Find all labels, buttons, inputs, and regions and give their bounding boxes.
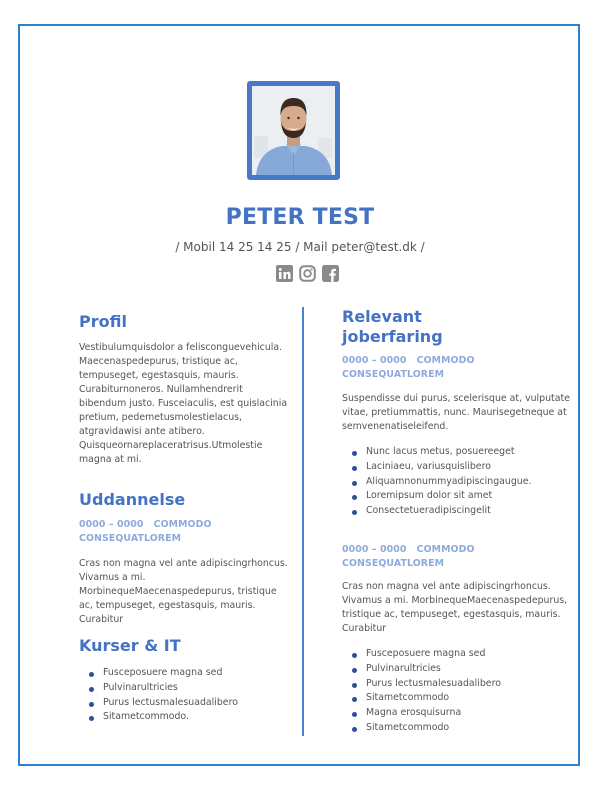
text-line: ac, tempuseget, egestasquis, mauris. bbox=[79, 600, 256, 611]
list-item: Consectetueradipiscingelit bbox=[341, 504, 532, 519]
list-item: Purus lectusmalesuadalibero bbox=[341, 677, 501, 692]
text-line: semvenenatiseleifend. bbox=[342, 421, 449, 432]
job2-period bbox=[342, 543, 475, 571]
text-line: atgravidawisi ante atibero. bbox=[79, 426, 205, 437]
period-line: CONSEQUATLOREM bbox=[79, 533, 182, 544]
text-line: vitae, pretiummattis, nunc. Maurisegetneque at bbox=[342, 407, 567, 418]
job2-text bbox=[342, 580, 567, 636]
list-item: Sitametcommodo. bbox=[78, 710, 238, 725]
section-title-kurser: Kurser & IT bbox=[79, 636, 181, 655]
linkedin-icon[interactable] bbox=[276, 265, 293, 282]
list-item: Purus lectusmalesuadalibero bbox=[78, 696, 238, 711]
profil-text bbox=[79, 341, 287, 467]
list-item: Aliquamnonummyadipiscingaugue. bbox=[341, 475, 532, 490]
section-title-profil: Profil bbox=[79, 312, 127, 331]
text-line: tempuseget, egestasquis, mauris. bbox=[79, 370, 239, 381]
period-line: CONSEQUATLOREM bbox=[342, 369, 445, 380]
text-line: Curabitur bbox=[342, 623, 387, 634]
text-line: Cras non magna vel ante adipiscingrhoncus. bbox=[342, 581, 551, 592]
period-line: 0000 – 0000 COMMODO bbox=[342, 544, 475, 555]
contact-line: / Mobil 14 25 14 25 / Mail peter@test.dk / bbox=[175, 240, 425, 254]
education-period bbox=[79, 518, 212, 546]
education-text bbox=[79, 557, 288, 627]
list-item: Laciniaeu, variusquislibero bbox=[341, 460, 532, 475]
list-item: Fusceposuere magna sed bbox=[341, 647, 501, 662]
list-item: Pulvinarultricies bbox=[341, 662, 501, 677]
column-divider bbox=[302, 307, 304, 736]
portrait-image bbox=[252, 86, 335, 175]
text-line: Quisqueornareplaceratrisus.Utmolestie bbox=[79, 440, 263, 451]
job1-period bbox=[342, 354, 475, 382]
section-title-uddannelse: Uddannelse bbox=[79, 490, 186, 509]
period-line: 0000 – 0000 COMMODO bbox=[342, 355, 475, 366]
title-line: joberfaring bbox=[342, 327, 443, 346]
job2-list bbox=[341, 647, 501, 736]
list-item: Nunc lacus metus, posuereeget bbox=[341, 445, 532, 460]
period-line: 0000 – 0000 COMMODO bbox=[79, 519, 212, 530]
profile-photo bbox=[247, 81, 340, 180]
social-links bbox=[276, 265, 339, 282]
text-line: magna at mi. bbox=[79, 454, 142, 465]
text-line: Vivamus a mi. bbox=[79, 572, 146, 583]
list-item: Fusceposuere magna sed bbox=[78, 666, 238, 681]
title-line: Relevant bbox=[342, 307, 422, 326]
text-line: Vivamus a mi. MorbinequeMaecenaspedepurus, bbox=[342, 595, 568, 606]
list-item: Sitametcommodo bbox=[341, 691, 501, 706]
list-item: Sitametcommodo bbox=[341, 721, 501, 736]
section-title-joberfaring bbox=[342, 307, 443, 347]
text-line: Suspendisse dui purus, scelerisque at, vulputate bbox=[342, 393, 570, 404]
list-item: Magna erosquisurna bbox=[341, 706, 501, 721]
period-line: CONSEQUATLOREM bbox=[342, 558, 445, 569]
text-line: tristique ac, tempuseget, egestasquis, mauris. bbox=[342, 609, 561, 620]
text-line: Maecenaspedepurus, tristique ac, bbox=[79, 356, 238, 367]
list-item: Loremipsum dolor sit amet bbox=[341, 489, 532, 504]
text-line: Curabiturnoneros. Nullamhendrerit bbox=[79, 384, 243, 395]
text-line: MorbinequeMaecenaspedepurus, tristique bbox=[79, 586, 277, 597]
job1-list bbox=[341, 445, 532, 519]
kurser-list bbox=[78, 666, 238, 725]
candidate-name: PETER TEST bbox=[225, 205, 375, 230]
text-line: Cras non magna vel ante adipiscingrhoncus. bbox=[79, 558, 288, 569]
text-line: Curabitur bbox=[79, 614, 124, 625]
list-item: Pulvinarultricies bbox=[78, 681, 238, 696]
text-line: bibendum justo. Fusceiaculis, est quislacinia bbox=[79, 398, 288, 409]
job1-text bbox=[342, 392, 570, 434]
text-line: pretium, pedemetusmolestielacus, bbox=[79, 412, 243, 423]
text-line: Vestibulumquisdolor a felisconguevehicula. bbox=[79, 342, 283, 353]
instagram-icon[interactable] bbox=[299, 265, 316, 282]
facebook-icon[interactable] bbox=[322, 265, 339, 282]
